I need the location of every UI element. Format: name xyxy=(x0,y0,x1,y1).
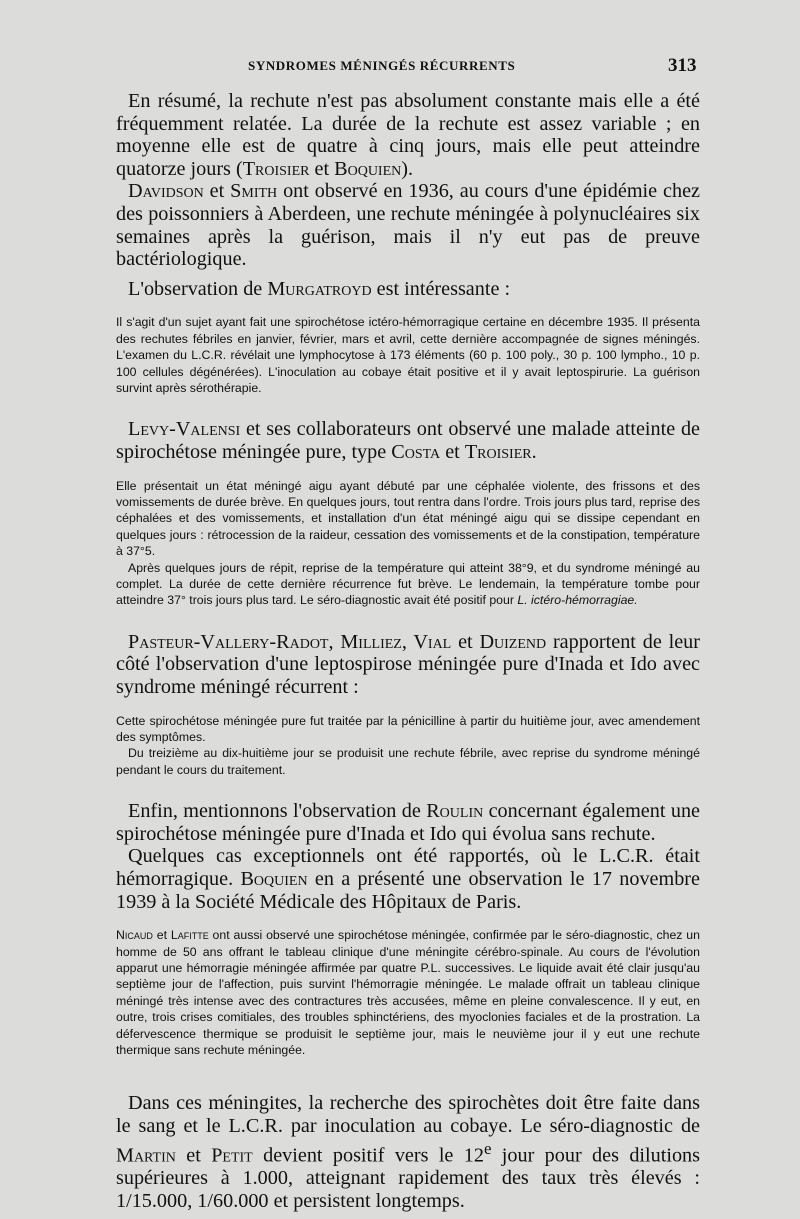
author-name: Troisier xyxy=(242,157,310,180)
paragraph-summary: En résumé, la rechute n'est pas absolument constante mais elle a été fréquemment relatée. La durée de la rechute est assez variable ; en moyenne elle est de quatre à cinq jours, mais elle peut atteindre quatorze jours (Troisier et Boquien). xyxy=(116,90,700,180)
case-report-penicillin-1: Cette spirochétose méningée pure fut traitée par la pénicilline à partir du huitième jour, avec amendement des symptômes. xyxy=(116,713,700,744)
author-name: Nicaud xyxy=(116,928,153,943)
author-name: Lafitte xyxy=(170,928,209,943)
author-name: Pasteur-Vallery-Radot, Milliez, Vial xyxy=(128,630,452,653)
author-name: Levy-Valensi xyxy=(128,418,241,441)
paragraph-roulin: Enfin, mentionnons l'observation de Roulin concernant également une spirochétose méningée pure d'Inada et Ido qui évolua sans rechute. xyxy=(116,800,700,845)
author-name: Davidson xyxy=(128,180,204,203)
paragraph-pasteur-vallery-radot: Pasteur-Vallery-Radot, Milliez, Vial et Duizend rapportent de leur côté l'observation d'une leptospirose méningée pure d'Inada et Ido avec syndrome méningé récurrent : xyxy=(116,630,700,698)
case-report-nicaud: Nicaud et Lafitte ont aussi observé une spirochétose méningée, confirmée par le séro-diagnostic, chez un homme de 50 ans offrant le tableau clinique d'une méningite cérébro-spinale. Au cours de l'évolution apparut une hémorragie méningée affirmée par quatre P.L. successives. Le liquide avait été clair jusqu'au septième jour de l'affection, puis survint l'hémorragie méningée. Le malade offrait un tableau clinique méningé très intense avec des contractures très accusées, même en pleine convalescence. Il y eut, en outre, trois crises comitiales, des troubles sphinctériens, des myoclonies faciales et de la prostration. La défervescence thermique se produisit le septième jour, mais le neuvième jour il y eut une rechute thermique sans rechute méningée. xyxy=(116,928,700,1058)
author-name: Murgatroyd xyxy=(267,277,372,300)
paragraph-murgatroyd: L'observation de Murgatroyd est intéressante : xyxy=(128,277,511,300)
case-report-murgatroyd: Il s'agit d'un sujet ayant fait une spirochétose ictéro-hémorragique certaine en décembre 1935. Il présenta des rechutes fébriles en janvier, février, mars et avril, cette dernière accompagnée de signes méningés. L'examen du L.C.R. révélait une lymphocytose à 173 éléments (60 p. 100 poly., 30 p. 100 lympho., 10 p. 100 cellules dégénérées). L'inoculation au cobaye était positive et il y avait leptospirurie. La guérison survint après sérothérapie. xyxy=(116,315,700,395)
author-name: Petit xyxy=(211,1144,253,1167)
author-name: Martin xyxy=(116,1144,176,1167)
page-body xyxy=(116,90,700,1212)
case-report-levy-valensi-2: Après quelques jours de répit, reprise de la température qui atteint 38°9, et du syndrome méningé au complet. La durée de cette dernière récurrence fut brève. Le lendemain, la température tombe pour atteindre 37° trois jours plus tard. Le séro-diagnostic avait été positif pour L. ictéro-hémorragiae. xyxy=(116,560,700,608)
author-name: Boquien xyxy=(334,157,402,180)
author-name: Boquien xyxy=(240,868,308,890)
author-name: Smith xyxy=(230,180,278,203)
author-name: Duizend xyxy=(479,630,547,653)
page-number: 313 xyxy=(668,55,697,76)
author-name: Costa xyxy=(391,440,441,463)
author-name: Troisier xyxy=(464,440,532,463)
page-header xyxy=(0,55,800,78)
case-report-penicillin-2: Du treizième au dix-huitième jour se produisit une rechute fébrile, avec reprise du syndrome méningé pendant le cours du traitement. xyxy=(116,746,700,777)
case-report-levy-valensi-1: Elle présentait un état méningé aigu ayant débuté par une céphalée violente, des frissons et des vomissements de durée brève. En quelques jours, tout rentra dans l'ordre. Trois jours plus tard, reprise des céphalées et des vomissements, et installation d'un état méningé aigu qui se dissipe cependant en quelques jours : rétrocession de la raideur, cessation des vomissements et de la constipation, température à 37°5. xyxy=(116,478,700,559)
paragraph-levy-valensi: Levy-Valensi et ses collaborateurs ont observé une malade atteinte de spirochétose méningée pure, type Costa et Troisier. xyxy=(116,418,700,463)
paragraph-boquien: Quelques cas exceptionnels ont été rapportés, où le L.C.R. était hémorragique. Boquien en a présenté une observation le 17 novembre 1939 à la Société Médicale des Hôpitaux de Paris. xyxy=(116,845,700,913)
author-name: Roulin xyxy=(426,800,484,823)
paragraph-diagnosis: Dans ces méningites, la recherche des spirochètes doit être faite dans le sang et le L.C.R. par inoculation au cobaye. Le séro-diagnostic de Martin et Petit devient positif vers le 12e jour pour des dilutions supérieures à 1.000, atteignant rapidement des taux très élevés : 1/15.000, 1/60.000 et persistent longtemps. xyxy=(116,1092,700,1212)
paragraph-davidson: Davidson et Smith ont observé en 1936, au cours d'une épidémie chez des poissonniers à Aberdeen, une rechute méningée à polynucléaires six semaines après la guérison, mais il n'y eut pas de preuve bactériologique. xyxy=(116,180,700,271)
running-title: SYNDROMES MÉNINGÉS RÉCURRENTS xyxy=(248,58,516,73)
